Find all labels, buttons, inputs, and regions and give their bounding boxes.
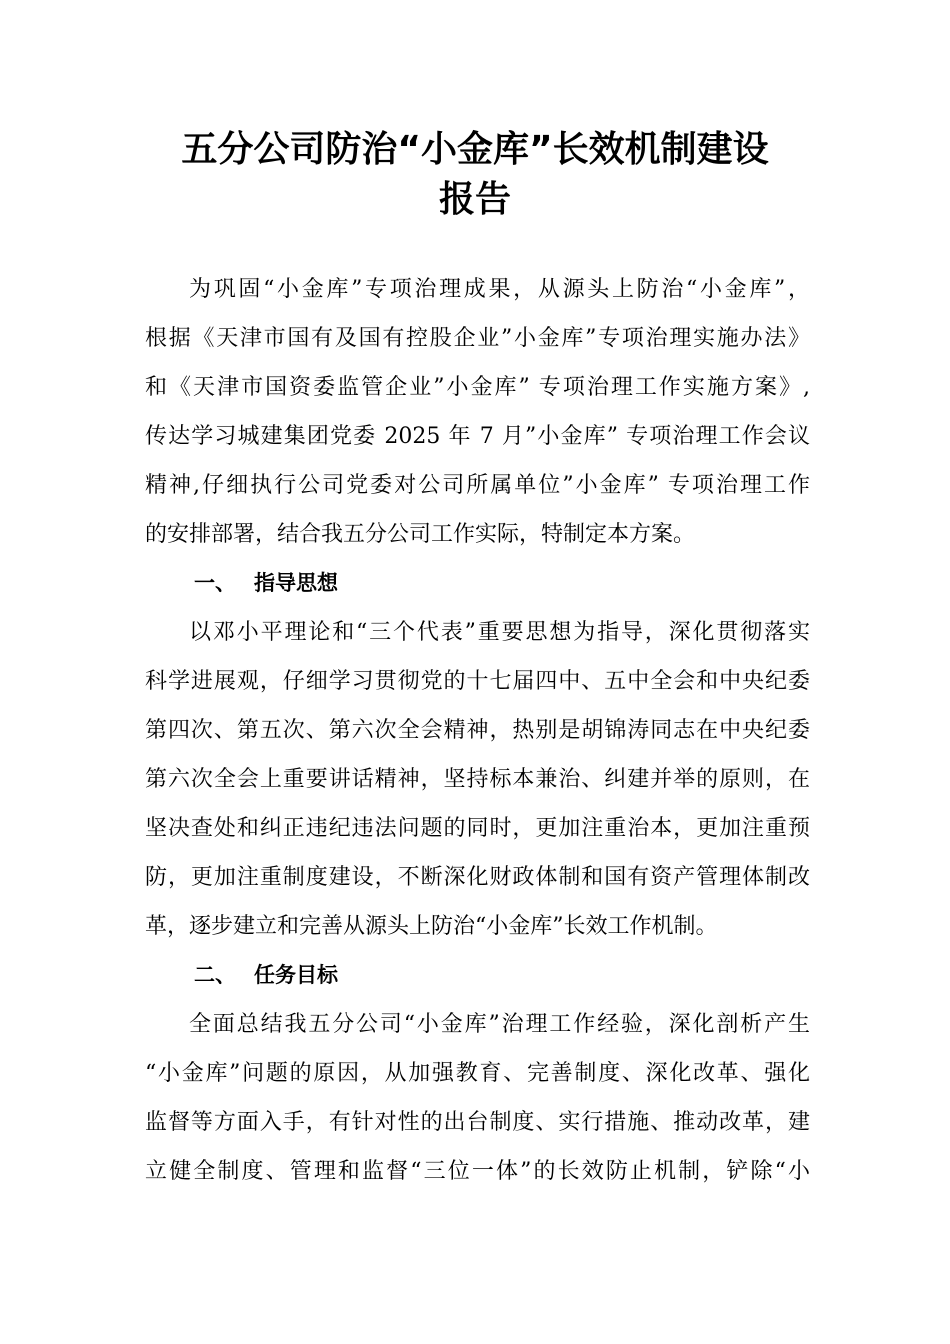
paragraph-line: 革，逐步建立和完善从源头上防治“小金库”长效工作机制。 bbox=[145, 914, 718, 939]
document-title-line-2: 报告 bbox=[438, 179, 511, 220]
section-number: 一、 bbox=[194, 571, 236, 595]
section-heading-task-goals bbox=[145, 951, 810, 1000]
section-title: 任务目标 bbox=[254, 963, 338, 987]
section-title: 指导思想 bbox=[254, 571, 338, 595]
paragraph-line: 和《天津市国资委监管企业”小金库” 专项治理工作实施方案》, bbox=[145, 375, 810, 400]
document-body bbox=[145, 265, 810, 1196]
paragraph-line: 精神,仔细执行公司党委对公司所属单位”小金库” 专项治理工作 bbox=[145, 473, 810, 498]
paragraph-line: 立健全制度、管理和监督“三位一体”的长效防止机制，铲除“小 bbox=[145, 1159, 810, 1184]
paragraph-line: 监督等方面入手，有针对性的出台制度、实行措施、推动改革，建 bbox=[145, 1110, 810, 1135]
paragraph-line: 第六次全会上重要讲话精神，坚持标本兼治、纠建并举的原则，在 bbox=[145, 767, 810, 792]
paragraph-line: 为巩固“小金库”专项治理成果，从源头上防治“小金库”， bbox=[189, 277, 810, 302]
paragraph-line: 的安排部署，结合我五分公司工作实际，特制定本方案。 bbox=[145, 522, 696, 547]
guiding-ideology-paragraph bbox=[145, 608, 810, 951]
paragraph-line: 根据《天津市国有及国有控股企业”小金库”专项治理实施办法》 bbox=[145, 326, 810, 351]
paragraph-line: 传达学习城建集团党委 2025 年 7 月”小金库” 专项治理工作会议 bbox=[145, 424, 810, 449]
paragraph-line: 第四次、第五次、第六次全会精神，热别是胡锦涛同志在中央纪委 bbox=[145, 718, 810, 743]
paragraph-line: 全面总结我五分公司“小金库”治理工作经验，深化剖析产生 bbox=[189, 1012, 810, 1037]
section-number: 二、 bbox=[194, 963, 236, 987]
intro-paragraph bbox=[145, 265, 810, 559]
document-title-line-1: 五分公司防治“小金库”长效机制建设 bbox=[181, 129, 769, 170]
task-goals-paragraph bbox=[145, 1000, 810, 1196]
section-heading-guiding-ideology bbox=[145, 559, 810, 608]
paragraph-line: 科学进展观，仔细学习贯彻党的十七届四中、五中全会和中央纪委 bbox=[145, 669, 810, 694]
paragraph-line: 以邓小平理论和“三个代表”重要思想为指导，深化贯彻落实 bbox=[189, 620, 810, 645]
paragraph-line: 坚决查处和纠正违纪违法问题的同时，更加注重治本，更加注重预 bbox=[145, 816, 810, 841]
paragraph-line: 防，更加注重制度建设，不断深化财政体制和国有资产管理体制改 bbox=[145, 865, 810, 890]
paragraph-line: “小金库”问题的原因，从加强教育、完善制度、深化改革、强化 bbox=[145, 1061, 810, 1086]
